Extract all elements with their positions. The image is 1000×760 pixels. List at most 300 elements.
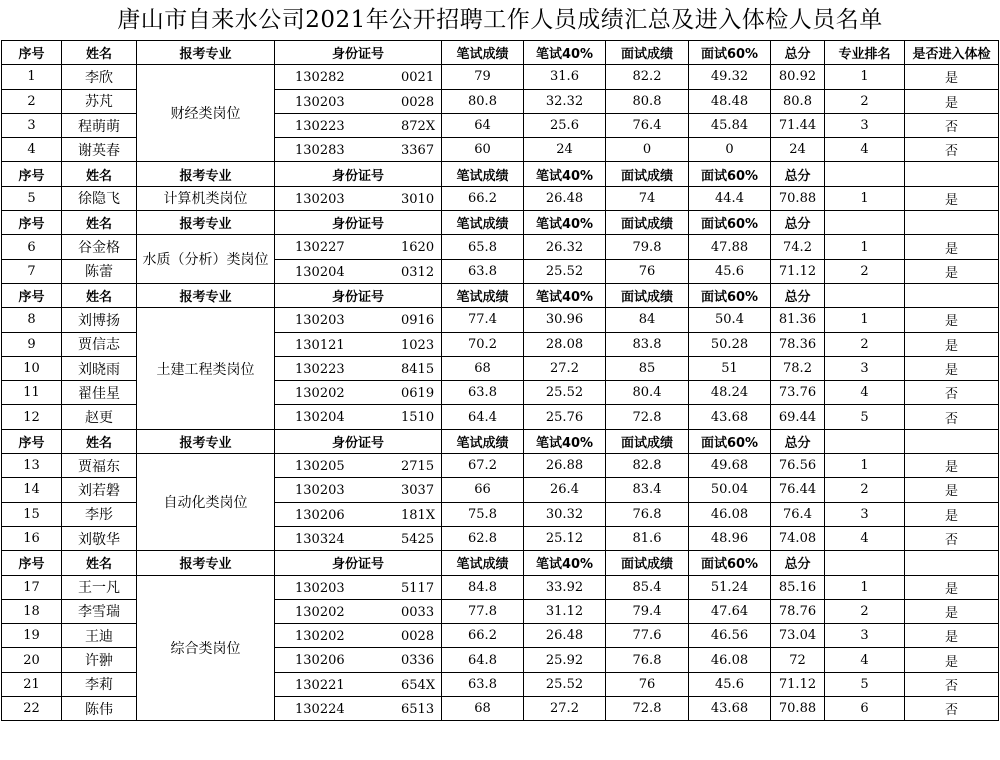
column-header-written40: 笔试40%	[524, 283, 606, 307]
column-header-pass	[905, 551, 999, 575]
cell-id-number	[275, 624, 442, 648]
cell-written-score: 65.8	[442, 235, 524, 259]
cell-total: 73.04	[771, 624, 825, 648]
cell-id-number	[275, 405, 442, 429]
cell-name: 王一凡	[62, 575, 137, 599]
cell-no: 16	[2, 526, 62, 550]
cell-interview-60pct: 51.24	[689, 575, 771, 599]
table-row	[2, 65, 999, 89]
cell-physical-exam: 是	[905, 648, 999, 672]
cell-rank: 1	[825, 235, 905, 259]
cell-written-40pct: 27.2	[524, 697, 606, 721]
cell-written-score: 80.8	[442, 89, 524, 113]
cell-interview-60pct: 43.68	[689, 697, 771, 721]
cell-written-40pct: 25.52	[524, 259, 606, 283]
cell-interview-60pct: 49.68	[689, 454, 771, 478]
cell-total: 72	[771, 648, 825, 672]
cell-rank: 6	[825, 697, 905, 721]
cell-no: 15	[2, 502, 62, 526]
id-prefix: 130203	[295, 580, 345, 596]
column-header-written40: 笔试40%	[524, 211, 606, 235]
cell-interview-score: 85	[606, 356, 689, 380]
cell-interview-60pct: 46.08	[689, 502, 771, 526]
id-suffix: 3010	[401, 191, 435, 207]
cell-written-40pct: 24	[524, 138, 606, 162]
cell-id-number	[275, 478, 442, 502]
cell-written-40pct: 32.32	[524, 89, 606, 113]
cell-total: 71.12	[771, 672, 825, 696]
column-header-interview60: 面试60%	[689, 283, 771, 307]
cell-written-40pct: 26.4	[524, 478, 606, 502]
cell-total: 70.88	[771, 697, 825, 721]
column-header-total: 总分	[771, 429, 825, 453]
cell-name: 刘若磐	[62, 478, 137, 502]
cell-name: 王迪	[62, 624, 137, 648]
column-header-interview: 面试成绩	[606, 41, 689, 65]
cell-no: 4	[2, 138, 62, 162]
cell-id-number	[275, 113, 442, 137]
column-header-no: 序号	[2, 283, 62, 307]
cell-name: 程萌萌	[62, 113, 137, 137]
cell-written-40pct: 25.92	[524, 648, 606, 672]
cell-no: 19	[2, 624, 62, 648]
cell-written-score: 62.8	[442, 526, 524, 550]
cell-name: 谷金格	[62, 235, 137, 259]
cell-written-score: 70.2	[442, 332, 524, 356]
cell-id-number	[275, 672, 442, 696]
cell-interview-60pct: 49.32	[689, 65, 771, 89]
cell-physical-exam: 否	[905, 405, 999, 429]
column-header-major: 报考专业	[137, 41, 275, 65]
column-header-no: 序号	[2, 162, 62, 186]
cell-no: 20	[2, 648, 62, 672]
column-header-pass	[905, 429, 999, 453]
id-prefix: 130206	[295, 653, 345, 669]
cell-rank: 3	[825, 356, 905, 380]
header-row	[2, 551, 999, 575]
cell-physical-exam: 否	[905, 672, 999, 696]
cell-interview-score: 82.2	[606, 65, 689, 89]
cell-total: 76.4	[771, 502, 825, 526]
id-prefix: 130203	[295, 313, 345, 329]
cell-id-number	[275, 381, 442, 405]
column-header-written: 笔试成绩	[442, 162, 524, 186]
cell-written-40pct: 25.6	[524, 113, 606, 137]
cell-written-score: 63.8	[442, 259, 524, 283]
cell-written-40pct: 26.32	[524, 235, 606, 259]
cell-written-score: 84.8	[442, 575, 524, 599]
id-suffix: 0033	[401, 604, 435, 620]
header-row	[2, 162, 999, 186]
cell-rank: 1	[825, 575, 905, 599]
cell-written-score: 77.4	[442, 308, 524, 332]
cell-interview-60pct: 0	[689, 138, 771, 162]
header-row	[2, 211, 999, 235]
cell-id-number	[275, 259, 442, 283]
cell-written-40pct: 30.96	[524, 308, 606, 332]
cell-name: 苏芃	[62, 89, 137, 113]
column-header-total: 总分	[771, 162, 825, 186]
cell-major: 自动化类岗位	[137, 454, 275, 551]
id-suffix: 181X	[401, 507, 436, 523]
cell-interview-60pct: 50.4	[689, 308, 771, 332]
cell-total: 70.88	[771, 186, 825, 210]
column-header-pass	[905, 162, 999, 186]
id-suffix: 0028	[401, 94, 435, 110]
cell-id-number	[275, 186, 442, 210]
cell-interview-score: 76.8	[606, 648, 689, 672]
cell-id-number	[275, 502, 442, 526]
column-header-interview: 面试成绩	[606, 162, 689, 186]
cell-major: 财经类岗位	[137, 65, 275, 162]
cell-id-number	[275, 65, 442, 89]
header-row	[2, 283, 999, 307]
column-header-interview60: 面试60%	[689, 551, 771, 575]
column-header-major: 报考专业	[137, 162, 275, 186]
header-row	[2, 41, 999, 65]
cell-total: 71.44	[771, 113, 825, 137]
id-suffix: 654X	[401, 677, 436, 693]
id-prefix: 130223	[295, 361, 345, 377]
column-header-name: 姓名	[62, 162, 137, 186]
table-row	[2, 454, 999, 478]
column-header-written: 笔试成绩	[442, 429, 524, 453]
column-header-id: 身份证号	[275, 41, 442, 65]
cell-written-score: 64	[442, 113, 524, 137]
cell-rank: 1	[825, 186, 905, 210]
column-header-interview60: 面试60%	[689, 41, 771, 65]
cell-interview-score: 79.4	[606, 599, 689, 623]
cell-interview-60pct: 48.96	[689, 526, 771, 550]
cell-written-40pct: 25.52	[524, 672, 606, 696]
cell-name: 陈伟	[62, 697, 137, 721]
id-suffix: 2715	[401, 459, 435, 475]
cell-physical-exam: 否	[905, 381, 999, 405]
id-suffix: 5117	[401, 580, 435, 596]
cell-major: 计算机类岗位	[137, 186, 275, 210]
cell-no: 21	[2, 672, 62, 696]
cell-physical-exam: 是	[905, 356, 999, 380]
cell-name: 李彤	[62, 502, 137, 526]
cell-rank: 4	[825, 526, 905, 550]
cell-physical-exam: 是	[905, 454, 999, 478]
cell-rank: 1	[825, 308, 905, 332]
cell-name: 贾信志	[62, 332, 137, 356]
cell-interview-60pct: 48.24	[689, 381, 771, 405]
cell-written-score: 63.8	[442, 672, 524, 696]
cell-name: 许翀	[62, 648, 137, 672]
cell-physical-exam: 是	[905, 89, 999, 113]
cell-no: 11	[2, 381, 62, 405]
column-header-rank	[825, 162, 905, 186]
cell-interview-60pct: 45.6	[689, 672, 771, 696]
cell-interview-score: 82.8	[606, 454, 689, 478]
cell-total: 78.2	[771, 356, 825, 380]
cell-interview-60pct: 51	[689, 356, 771, 380]
id-suffix: 0021	[401, 70, 435, 86]
column-header-interview: 面试成绩	[606, 429, 689, 453]
table-row	[2, 186, 999, 210]
cell-written-score: 60	[442, 138, 524, 162]
column-header-interview60: 面试60%	[689, 162, 771, 186]
cell-name: 谢英春	[62, 138, 137, 162]
cell-physical-exam: 是	[905, 235, 999, 259]
results-table	[1, 40, 999, 721]
cell-total: 85.16	[771, 575, 825, 599]
cell-rank: 2	[825, 89, 905, 113]
column-header-major: 报考专业	[137, 551, 275, 575]
cell-id-number	[275, 89, 442, 113]
cell-no: 9	[2, 332, 62, 356]
cell-interview-score: 80.4	[606, 381, 689, 405]
cell-interview-60pct: 46.08	[689, 648, 771, 672]
cell-interview-score: 72.8	[606, 697, 689, 721]
column-header-name: 姓名	[62, 283, 137, 307]
cell-major: 水质（分析）类岗位	[137, 235, 275, 284]
cell-no: 18	[2, 599, 62, 623]
cell-no: 5	[2, 186, 62, 210]
cell-interview-score: 83.8	[606, 332, 689, 356]
cell-no: 6	[2, 235, 62, 259]
cell-total: 24	[771, 138, 825, 162]
cell-interview-60pct: 43.68	[689, 405, 771, 429]
cell-rank: 3	[825, 113, 905, 137]
column-header-written40: 笔试40%	[524, 41, 606, 65]
cell-written-40pct: 27.2	[524, 356, 606, 380]
id-prefix: 130282	[295, 70, 345, 86]
cell-id-number	[275, 308, 442, 332]
cell-total: 81.36	[771, 308, 825, 332]
column-header-major: 报考专业	[137, 283, 275, 307]
id-prefix: 130205	[295, 459, 345, 475]
header-row	[2, 429, 999, 453]
cell-interview-score: 76.8	[606, 502, 689, 526]
column-header-written: 笔试成绩	[442, 551, 524, 575]
cell-rank: 5	[825, 672, 905, 696]
column-header-written40: 笔试40%	[524, 551, 606, 575]
page-title: 唐山市自来水公司2021年公开招聘工作人员成绩汇总及进入体检人员名单	[117, 7, 883, 33]
column-header-total: 总分	[771, 41, 825, 65]
cell-written-score: 68	[442, 356, 524, 380]
cell-name: 陈蕾	[62, 259, 137, 283]
cell-total: 78.36	[771, 332, 825, 356]
table-row	[2, 308, 999, 332]
cell-physical-exam: 是	[905, 308, 999, 332]
cell-total: 74.08	[771, 526, 825, 550]
column-header-id: 身份证号	[275, 429, 442, 453]
id-prefix: 130203	[295, 94, 345, 110]
id-prefix: 130204	[295, 410, 345, 426]
id-suffix: 8415	[401, 361, 435, 377]
cell-no: 2	[2, 89, 62, 113]
cell-rank: 3	[825, 502, 905, 526]
cell-physical-exam: 是	[905, 332, 999, 356]
id-prefix: 130283	[295, 143, 345, 159]
id-suffix: 1620	[401, 240, 435, 256]
cell-written-40pct: 25.12	[524, 526, 606, 550]
cell-written-40pct: 33.92	[524, 575, 606, 599]
column-header-id: 身份证号	[275, 283, 442, 307]
cell-rank: 3	[825, 624, 905, 648]
id-suffix: 872X	[401, 118, 436, 134]
cell-id-number	[275, 648, 442, 672]
cell-total: 74.2	[771, 235, 825, 259]
cell-interview-60pct: 45.84	[689, 113, 771, 137]
cell-physical-exam: 是	[905, 599, 999, 623]
cell-interview-60pct: 50.04	[689, 478, 771, 502]
cell-interview-score: 81.6	[606, 526, 689, 550]
column-header-no: 序号	[2, 41, 62, 65]
cell-physical-exam: 是	[905, 502, 999, 526]
cell-written-score: 66	[442, 478, 524, 502]
cell-rank: 4	[825, 138, 905, 162]
cell-interview-score: 83.4	[606, 478, 689, 502]
column-header-interview60: 面试60%	[689, 429, 771, 453]
cell-physical-exam: 否	[905, 113, 999, 137]
id-prefix: 130221	[295, 677, 345, 693]
id-suffix: 0619	[401, 386, 435, 402]
id-prefix: 130203	[295, 483, 345, 499]
cell-name: 赵更	[62, 405, 137, 429]
cell-total: 76.56	[771, 454, 825, 478]
id-prefix: 130202	[295, 629, 345, 645]
cell-name: 翟佳星	[62, 381, 137, 405]
cell-no: 14	[2, 478, 62, 502]
cell-written-40pct: 31.6	[524, 65, 606, 89]
cell-total: 73.76	[771, 381, 825, 405]
cell-physical-exam: 是	[905, 186, 999, 210]
cell-interview-score: 74	[606, 186, 689, 210]
cell-written-score: 67.2	[442, 454, 524, 478]
cell-written-score: 63.8	[442, 381, 524, 405]
cell-name: 贾福东	[62, 454, 137, 478]
column-header-major: 报考专业	[137, 211, 275, 235]
cell-rank: 2	[825, 599, 905, 623]
cell-name: 李欣	[62, 65, 137, 89]
column-header-rank: 专业排名	[825, 41, 905, 65]
column-header-id: 身份证号	[275, 551, 442, 575]
column-header-no: 序号	[2, 211, 62, 235]
id-prefix: 130324	[295, 531, 345, 547]
cell-interview-60pct: 48.48	[689, 89, 771, 113]
cell-major: 土建工程类岗位	[137, 308, 275, 429]
column-header-written: 笔试成绩	[442, 211, 524, 235]
cell-no: 1	[2, 65, 62, 89]
cell-id-number	[275, 575, 442, 599]
cell-interview-score: 80.8	[606, 89, 689, 113]
column-header-id: 身份证号	[275, 211, 442, 235]
cell-physical-exam: 否	[905, 526, 999, 550]
id-prefix: 130202	[295, 604, 345, 620]
cell-name: 李雪瑞	[62, 599, 137, 623]
cell-rank: 2	[825, 332, 905, 356]
cell-written-score: 64.8	[442, 648, 524, 672]
cell-interview-score: 77.6	[606, 624, 689, 648]
cell-written-score: 68	[442, 697, 524, 721]
column-header-pass: 是否进入体检	[905, 41, 999, 65]
cell-name: 刘博扬	[62, 308, 137, 332]
cell-id-number	[275, 356, 442, 380]
cell-no: 3	[2, 113, 62, 137]
id-prefix: 130204	[295, 264, 345, 280]
column-header-pass	[905, 283, 999, 307]
table-row	[2, 235, 999, 259]
id-suffix: 0336	[401, 653, 435, 669]
cell-physical-exam: 是	[905, 624, 999, 648]
id-suffix: 0916	[401, 313, 435, 329]
cell-id-number	[275, 526, 442, 550]
cell-written-score: 75.8	[442, 502, 524, 526]
cell-id-number	[275, 235, 442, 259]
id-suffix: 0028	[401, 629, 435, 645]
id-prefix: 130223	[295, 118, 345, 134]
cell-no: 13	[2, 454, 62, 478]
cell-interview-score: 84	[606, 308, 689, 332]
id-suffix: 5425	[401, 531, 435, 547]
cell-physical-exam: 是	[905, 259, 999, 283]
cell-interview-score: 76	[606, 259, 689, 283]
cell-written-40pct: 26.48	[524, 186, 606, 210]
cell-written-40pct: 31.12	[524, 599, 606, 623]
cell-interview-60pct: 47.88	[689, 235, 771, 259]
cell-no: 12	[2, 405, 62, 429]
cell-interview-score: 79.8	[606, 235, 689, 259]
column-header-interview: 面试成绩	[606, 283, 689, 307]
column-header-id: 身份证号	[275, 162, 442, 186]
cell-written-score: 64.4	[442, 405, 524, 429]
cell-total: 69.44	[771, 405, 825, 429]
column-header-no: 序号	[2, 551, 62, 575]
cell-id-number	[275, 599, 442, 623]
cell-rank: 4	[825, 648, 905, 672]
id-suffix: 1023	[401, 337, 435, 353]
id-suffix: 6513	[401, 702, 435, 718]
cell-rank: 4	[825, 381, 905, 405]
id-prefix: 130206	[295, 507, 345, 523]
id-suffix: 1510	[401, 410, 435, 426]
cell-physical-exam: 是	[905, 65, 999, 89]
id-suffix: 3037	[401, 483, 435, 499]
cell-interview-score: 76	[606, 672, 689, 696]
cell-rank: 2	[825, 478, 905, 502]
cell-no: 17	[2, 575, 62, 599]
cell-interview-60pct: 50.28	[689, 332, 771, 356]
cell-name: 李莉	[62, 672, 137, 696]
cell-written-40pct: 25.52	[524, 381, 606, 405]
column-header-total: 总分	[771, 283, 825, 307]
id-suffix: 0312	[401, 264, 435, 280]
cell-interview-60pct: 45.6	[689, 259, 771, 283]
column-header-interview: 面试成绩	[606, 551, 689, 575]
column-header-name: 姓名	[62, 211, 137, 235]
cell-name: 刘晓雨	[62, 356, 137, 380]
cell-id-number	[275, 138, 442, 162]
cell-interview-60pct: 47.64	[689, 599, 771, 623]
cell-rank: 2	[825, 259, 905, 283]
column-header-name: 姓名	[62, 551, 137, 575]
column-header-interview: 面试成绩	[606, 211, 689, 235]
column-header-written: 笔试成绩	[442, 41, 524, 65]
cell-physical-exam: 是	[905, 575, 999, 599]
cell-interview-score: 0	[606, 138, 689, 162]
column-header-written40: 笔试40%	[524, 429, 606, 453]
cell-written-score: 66.2	[442, 186, 524, 210]
cell-written-40pct: 26.48	[524, 624, 606, 648]
cell-interview-score: 85.4	[606, 575, 689, 599]
cell-total: 80.92	[771, 65, 825, 89]
id-prefix: 130224	[295, 702, 345, 718]
column-header-written40: 笔试40%	[524, 162, 606, 186]
